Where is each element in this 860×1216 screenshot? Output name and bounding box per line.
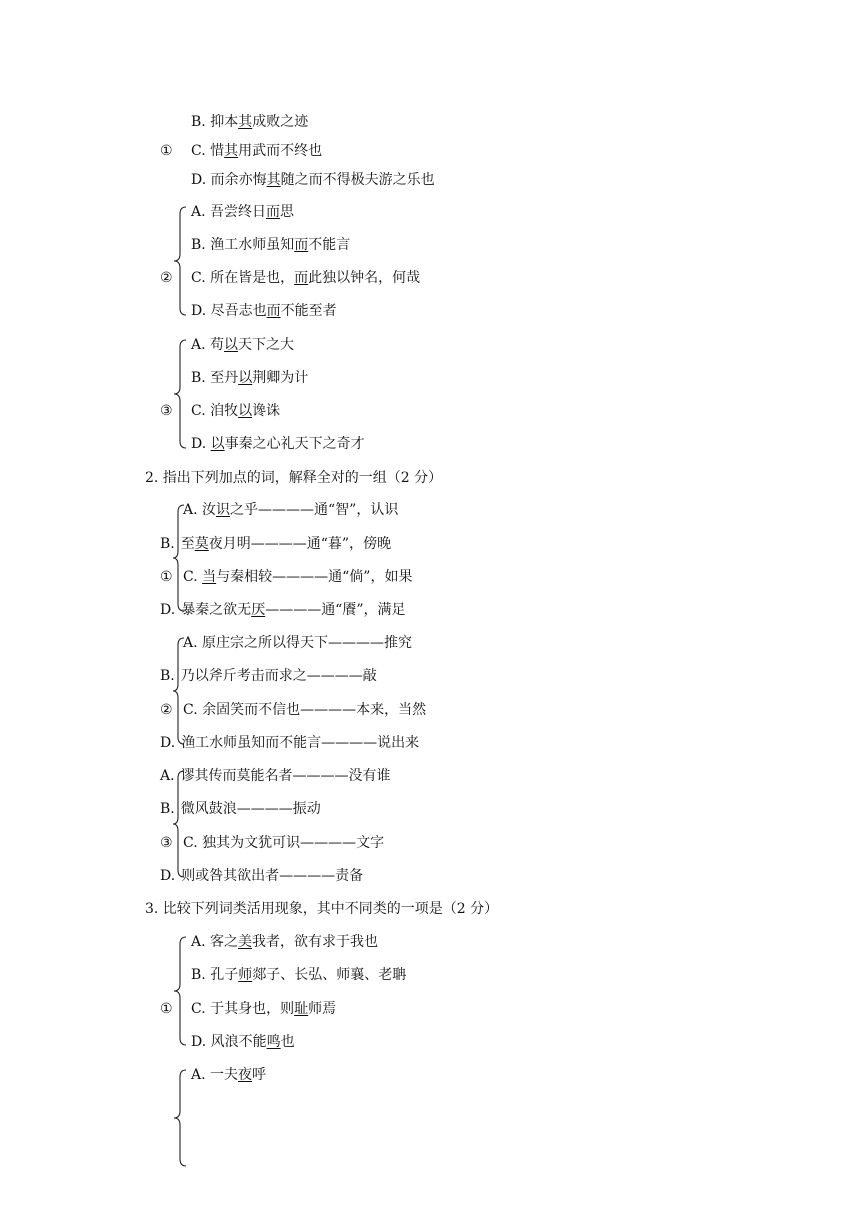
option-line: A. 客之美我者，欲有求于我也: [191, 934, 379, 950]
group-marker: ③: [160, 403, 173, 419]
option-line: C. 洎牧以谗诛: [191, 403, 281, 419]
group-marker: ①: [160, 1001, 173, 1017]
option-line: C. 所在皆是也，而此独以钟名，何哉: [191, 270, 421, 286]
option-line: B. 至莫夜月明————通“暮”，傍晚: [160, 536, 392, 552]
curly-brace: [172, 205, 190, 317]
group-marker: ③: [160, 835, 173, 851]
curly-brace: [172, 1068, 190, 1168]
curly-brace: [171, 769, 187, 879]
option-line: A. 吾尝终日而思: [191, 204, 295, 220]
option-line: D. 尽吾志也而不能至者: [191, 303, 337, 319]
option-line: B. 抑本其成败之迹: [191, 114, 309, 130]
option-line: C. 独其为文犹可识————文字: [183, 835, 385, 851]
option-line: C. 当与秦相较————通“倘”，如果: [183, 569, 413, 585]
option-line: D. 以事秦之心礼天下之奇才: [191, 436, 365, 452]
option-line: C. 惜其用武而不终也: [191, 143, 323, 159]
option-line: B. 渔工水师虽知而不能言: [191, 237, 351, 253]
option-line: C. 余固笑而不信也————本来，当然: [183, 702, 427, 718]
curly-brace: [171, 636, 187, 746]
option-line: D. 则或咎其欲出者————责备: [160, 868, 364, 884]
option-line: C. 于其身也，则耻师焉: [191, 1001, 337, 1017]
option-line: A. 苟以天下之大: [191, 337, 295, 353]
group-marker: ①: [160, 569, 173, 585]
option-line: A. 谬其传而莫能名者————没有谁: [160, 768, 391, 784]
option-line: B. 至丹以荆卿为计: [191, 370, 309, 386]
option-line: A. 原庄宗之所以得天下————推究: [183, 635, 413, 651]
option-line: B. 乃以斧斤考击而求之————敲: [160, 668, 377, 684]
option-line: A. 汝识之乎————通“智”，认识: [183, 502, 399, 518]
group-marker: ②: [160, 270, 173, 286]
option-line: D. 而余亦悔其随之而不得极夫游之乐也: [191, 172, 435, 188]
curly-brace: [172, 935, 190, 1047]
option-line: B. 微风鼓浪————振动: [160, 801, 321, 817]
question-3-title: 3. 比较下列词类活用现象，其中不同类的一项是（2 分）: [145, 901, 499, 917]
option-line: D. 风浪不能鸣也: [191, 1034, 295, 1050]
option-line: D. 暴秦之欲无厌————通“餍”，满足: [160, 602, 406, 618]
curly-brace: [172, 338, 190, 450]
question-2-title: 2. 指出下列加点的词，解释全对的一组（2 分）: [145, 470, 443, 486]
option-line: A. 一夫夜呼: [191, 1067, 267, 1083]
group-marker: ②: [160, 702, 173, 718]
option-line: B. 孔子师郯子、长弘、师襄、老聃: [191, 967, 407, 983]
group-marker: ①: [160, 143, 173, 159]
option-line: D. 渔工水师虽知而不能言————说出来: [160, 735, 420, 751]
curly-brace: [171, 503, 187, 613]
